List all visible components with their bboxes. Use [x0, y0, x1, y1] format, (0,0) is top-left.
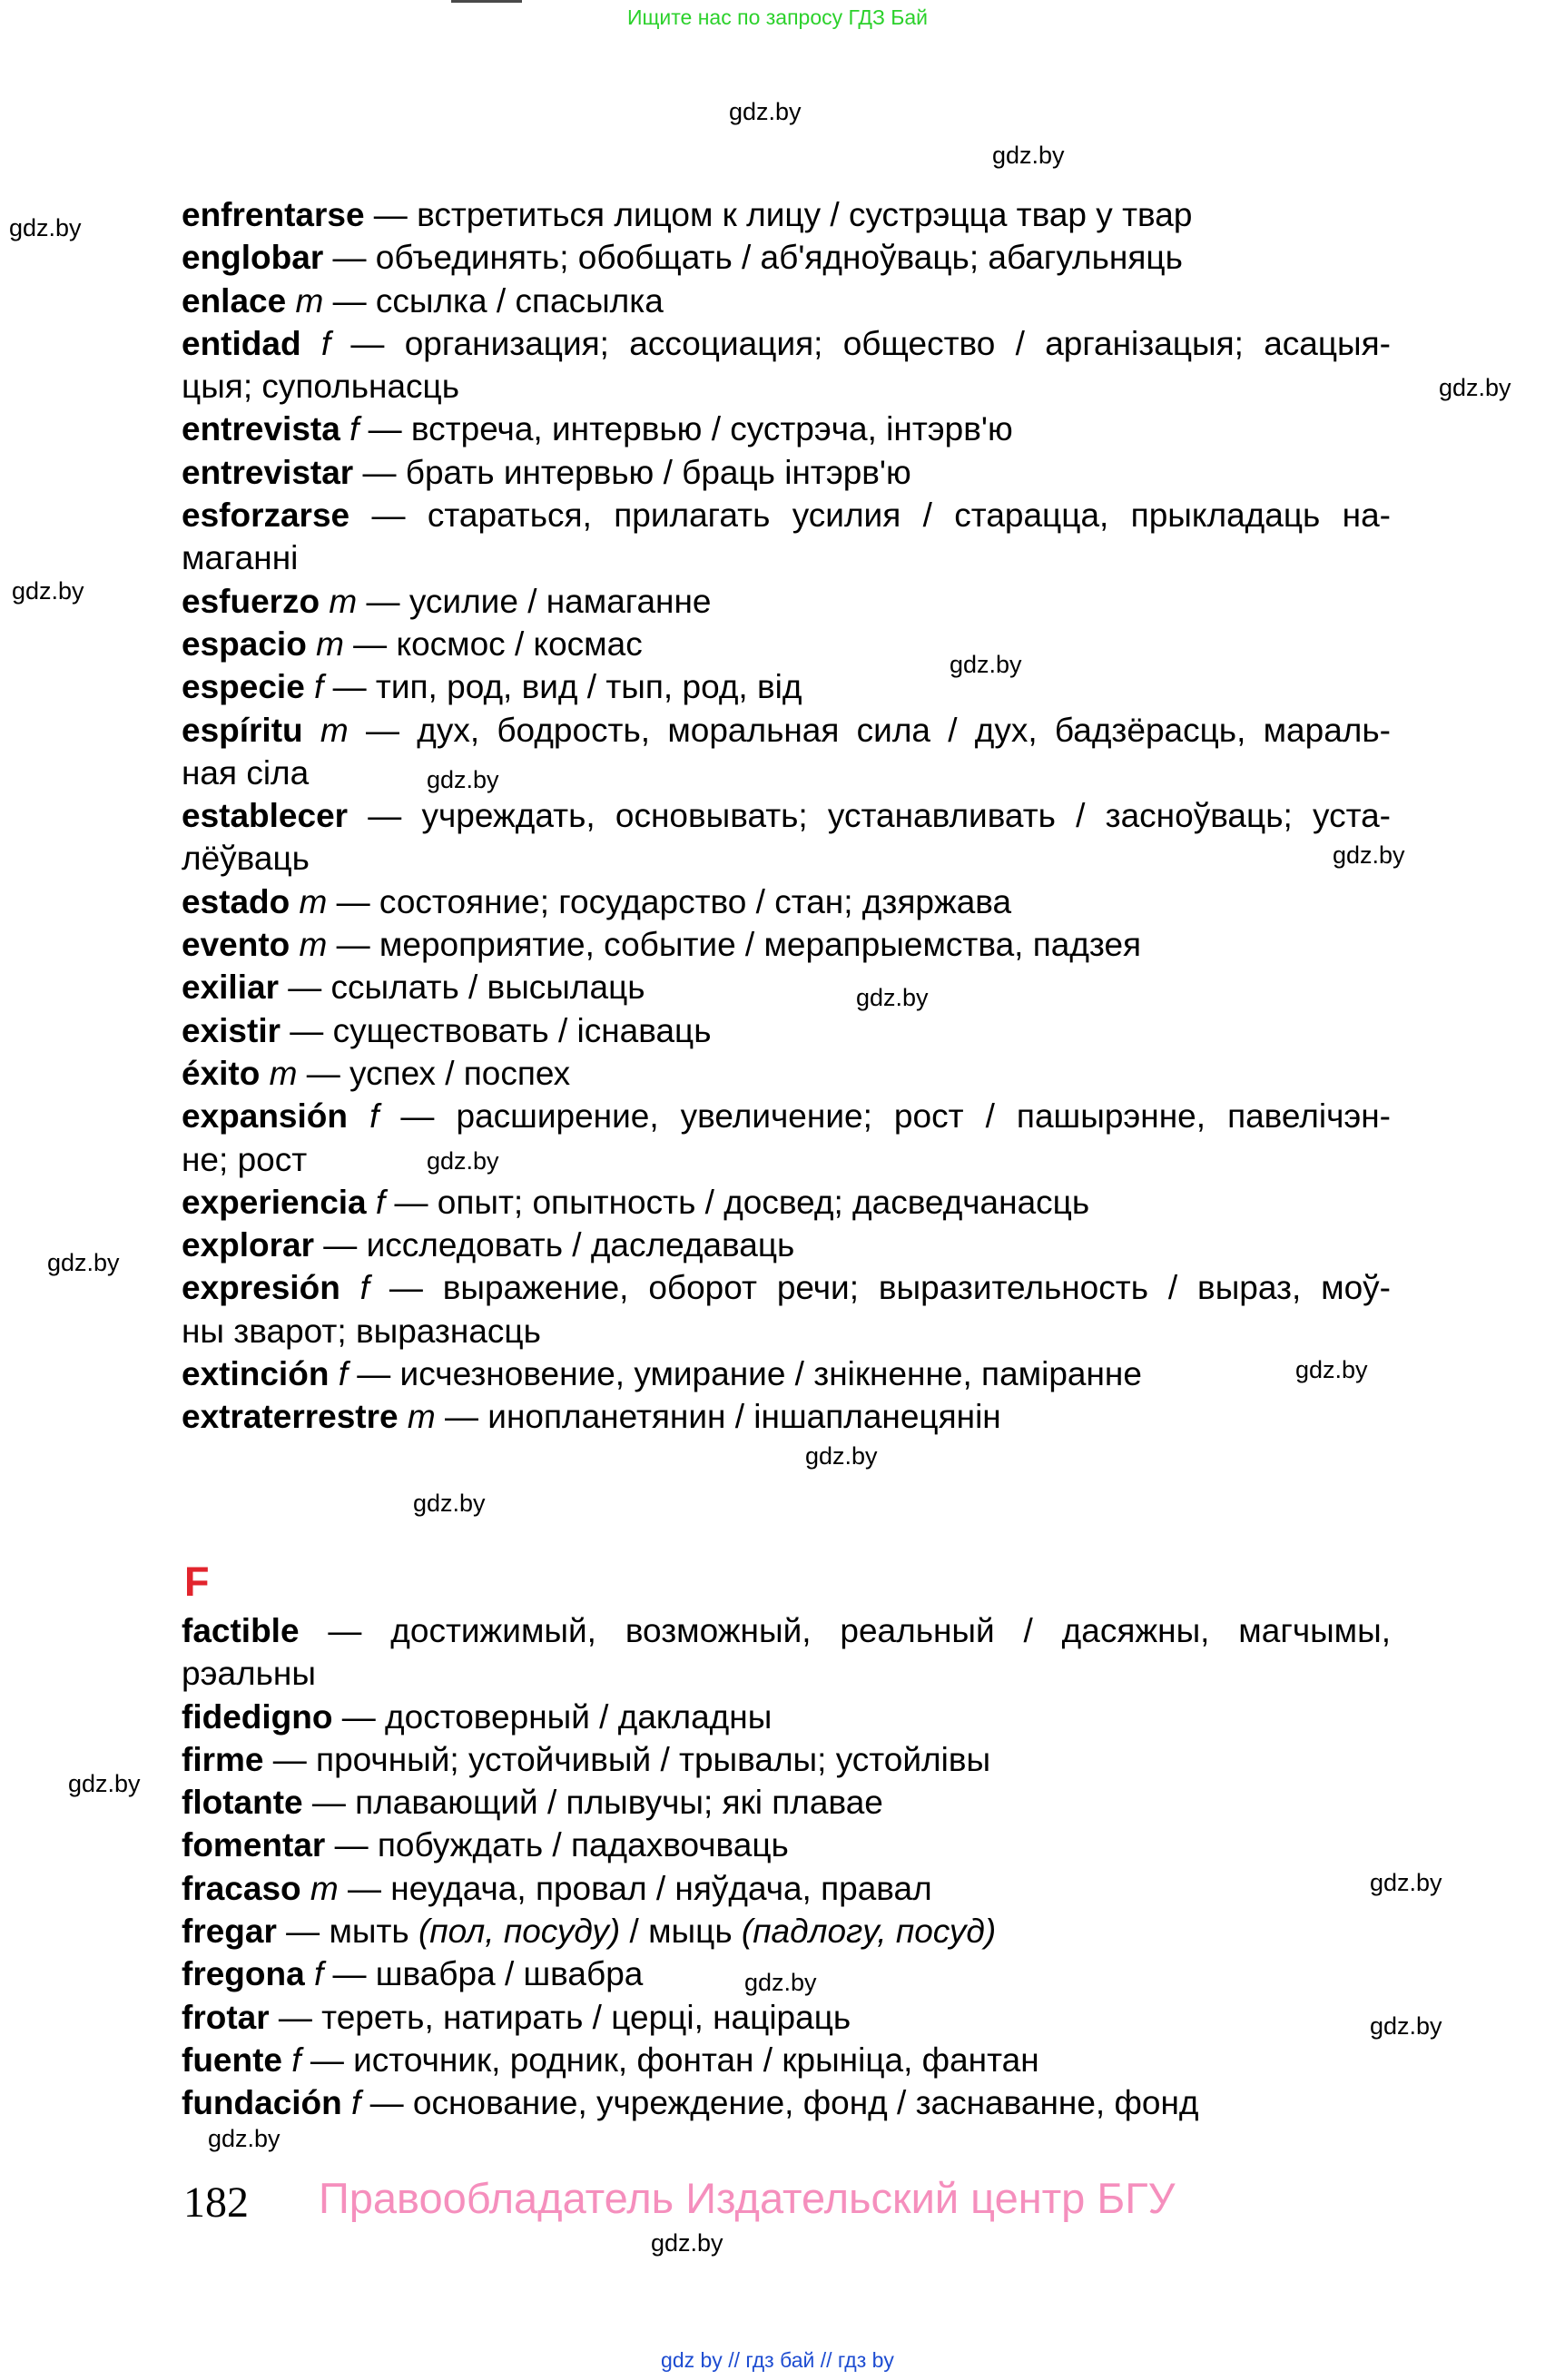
entry-headword: fidedigno — [182, 1697, 333, 1736]
entry-text: — объединять; обобщать / аб'ядноўваць; абагульняць — [323, 239, 1183, 277]
entry-italic: f — [304, 1955, 324, 1993]
gdz-watermark: gdz.by — [47, 1249, 120, 1276]
entry-line — [182, 1738, 1391, 1781]
entry-headword: existir — [182, 1011, 281, 1049]
dictionary-entry — [182, 1224, 1391, 1266]
entry-headword: estado — [182, 882, 290, 920]
dictionary-entry — [182, 580, 1391, 623]
entry-italic: f — [348, 1097, 379, 1136]
entry-line — [182, 1696, 1391, 1738]
dictionary-entry — [182, 451, 1391, 494]
entry-line — [182, 1824, 1391, 1866]
entry-text: — ссылать / высылаць — [278, 969, 645, 1007]
dictionary-entry — [182, 623, 1391, 665]
entry-text: — дух, бодрость, моральная сила / дух, бадзёрасць, мараль- — [348, 711, 1391, 749]
entry-text: лёўваць — [182, 840, 310, 878]
page-number: 182 — [183, 2178, 249, 2227]
scan-edge-artifact — [451, 0, 522, 3]
dictionary-entry — [182, 236, 1391, 279]
dictionary-entry — [182, 1009, 1391, 1052]
entry-line — [182, 1867, 1391, 1910]
dictionary-entry — [182, 1910, 1391, 1952]
entry-line — [182, 1095, 1391, 1137]
entry-line — [182, 1910, 1391, 1952]
entry-line — [182, 709, 1391, 752]
entry-headword: experiencia — [182, 1183, 367, 1221]
entry-italic: f — [282, 2041, 301, 2079]
section-letter-heading: F — [184, 1559, 210, 1605]
gdz-watermark: gdz.by — [1439, 374, 1511, 401]
entry-text: — космос / космас — [343, 625, 643, 663]
entry-italic: m — [290, 882, 328, 920]
dictionary-entry — [182, 1609, 1391, 1696]
dictionary-section-f — [182, 1609, 1391, 2125]
entry-text: — ссылка / спасылка — [323, 281, 664, 320]
dictionary-entry — [182, 1952, 1391, 1995]
entry-line — [182, 1609, 1391, 1652]
entry-line — [182, 1181, 1391, 1224]
entry-line — [182, 665, 1391, 708]
entry-text: — выражение, оборот речи; выразительность / выраз, моў- — [369, 1269, 1391, 1307]
dictionary-entry — [182, 322, 1391, 408]
entry-headword: enfrentarse — [182, 196, 365, 233]
entry-text: ная сіла — [182, 753, 310, 792]
dictionary-entry — [182, 1996, 1391, 2039]
entry-italic: m — [260, 1054, 298, 1092]
dictionary-entry — [182, 1052, 1391, 1095]
dictionary-entry — [182, 1395, 1391, 1438]
entry-text: — успех / поспех — [297, 1054, 571, 1092]
entry-line — [182, 494, 1391, 536]
entry-line — [182, 1395, 1391, 1438]
entry-line — [182, 1052, 1391, 1095]
entry-headword: fregona — [182, 1955, 305, 1993]
entry-text: рэальны — [182, 1655, 316, 1693]
dictionary-entry — [182, 1824, 1391, 1866]
entry-line — [182, 236, 1391, 279]
entry-headword: espíritu — [182, 711, 303, 749]
entry-headword: firme — [182, 1740, 264, 1778]
entry-line — [182, 623, 1391, 665]
entry-headword: expansión — [182, 1097, 348, 1136]
gdz-watermark: gdz.by — [856, 984, 929, 1011]
gdz-watermark: gdz.by — [744, 1969, 817, 1996]
entry-headword: establecer — [182, 797, 349, 835]
gdz-watermark: gdz.by — [992, 142, 1065, 169]
entry-line — [182, 193, 1391, 236]
entry-text: — достижимый, возможный, реальный / дасяжны, магчымы, — [299, 1612, 1391, 1649]
entry-headword: flotante — [182, 1784, 303, 1822]
entry-headword: especie — [182, 668, 305, 706]
entry-text: — инопланетянин / іншапланецянін — [435, 1398, 1001, 1436]
entry-headword: englobar — [182, 239, 324, 277]
entry-line — [182, 752, 1391, 794]
entry-italic: m — [286, 281, 324, 320]
dictionary-entry — [182, 1181, 1391, 1224]
dictionary-entry — [182, 1266, 1391, 1352]
gdz-watermark: gdz.by — [427, 766, 499, 793]
dictionary-entry — [182, 1867, 1391, 1910]
dictionary-entry — [182, 665, 1391, 708]
gdz-watermark: gdz.by — [950, 651, 1022, 678]
entry-headword: fundación — [182, 2084, 342, 2122]
gdz-watermark: gdz.by — [208, 2125, 280, 2152]
entry-text: / мыць — [620, 1913, 742, 1951]
entry-italic: (пол, посуду) — [418, 1913, 621, 1951]
entry-italic: m — [320, 582, 358, 620]
entry-italic: f — [340, 1269, 369, 1307]
entry-headword: fracaso — [182, 1869, 301, 1907]
entry-text: — плавающий / плывучы; які плавае — [302, 1784, 883, 1822]
gdz-watermark: gdz.by — [68, 1770, 141, 1797]
entry-line — [182, 2081, 1391, 2124]
dictionary-entry — [182, 1696, 1391, 1738]
entry-text: маганні — [182, 539, 299, 577]
dictionary-entry — [182, 280, 1391, 322]
entry-italic: m — [302, 711, 349, 749]
entry-line — [182, 1009, 1391, 1052]
entry-italic: (падлогу, посуд) — [741, 1913, 997, 1951]
entry-text: — источник, родник, фонтан / крыніца, фантан — [300, 2041, 1039, 2079]
gdz-watermark: gdz.by — [9, 214, 82, 241]
entry-line — [182, 837, 1391, 880]
entry-italic: f — [340, 410, 359, 448]
entry-text: — состояние; государство / стан; дзяржава — [327, 882, 1012, 920]
entry-line — [182, 408, 1391, 450]
entry-line — [182, 451, 1391, 494]
entry-headword: extinción — [182, 1355, 330, 1393]
dictionary-entry — [182, 193, 1391, 236]
entry-line — [182, 2039, 1391, 2081]
dictionary-entry — [182, 966, 1391, 1011]
entry-italic: f — [341, 2084, 361, 2122]
entry-text: — тереть, натирать / церці, націраць — [269, 1998, 851, 2036]
entry-text: не; рост — [182, 1140, 308, 1178]
entry-line — [182, 322, 1391, 365]
entry-line — [182, 880, 1391, 923]
gdz-watermark: gdz.by — [1370, 2012, 1442, 2040]
bottom-watermark-line: gdz by // гдз бай // гдз by — [661, 2348, 894, 2372]
entry-italic: f — [300, 324, 331, 362]
dictionary-entry — [182, 1781, 1391, 1824]
entry-headword: explorar — [182, 1226, 315, 1264]
entry-text: — тип, род, вид / тып, род, від — [323, 668, 802, 706]
gdz-watermark: gdz.by — [651, 2229, 723, 2257]
dictionary-entry — [182, 408, 1391, 450]
entry-italic: m — [306, 625, 344, 663]
promo-banner-text: Ищите нас по запросу ГДЗ Бай — [626, 5, 929, 29]
entry-text: — встреча, интервью / сустрэча, інтэрв'ю — [359, 410, 1013, 448]
entry-text: — прочный; устойчивый / трывалы; устойлівы — [263, 1740, 991, 1778]
entry-text: — побуждать / падахвочваць — [325, 1826, 789, 1864]
dictionary-entry — [182, 494, 1391, 580]
entry-line — [182, 1952, 1391, 1995]
entry-italic: f — [329, 1355, 348, 1393]
entry-headword: expresión — [182, 1269, 340, 1307]
entry-italic: m — [398, 1398, 436, 1436]
entry-headword: extraterrestre — [182, 1398, 399, 1436]
entry-headword: exiliar — [182, 969, 279, 1007]
dictionary-entry — [182, 1352, 1391, 1395]
copyright-notice: Правообладатель Издательский центр БГУ — [319, 2174, 1176, 2222]
gdz-watermark: gdz.by — [805, 1442, 878, 1470]
entry-headword: factible — [182, 1612, 300, 1649]
entry-headword: espacio — [182, 625, 307, 663]
entry-line — [182, 1652, 1391, 1695]
entry-text: — неудача, провал / няўдача, правал — [338, 1869, 932, 1907]
entry-line — [182, 794, 1391, 837]
dictionary-entry — [182, 1738, 1391, 1781]
entry-line — [182, 1996, 1391, 2039]
entry-headword: evento — [182, 926, 290, 964]
entry-text: — учреждать, основывать; устанавливать / засноўваць; уста- — [348, 797, 1391, 835]
gdz-watermark: gdz.by — [729, 98, 802, 125]
dictionary-entry — [182, 2039, 1391, 2081]
entry-headword: fuente — [182, 2041, 282, 2079]
gdz-watermark: gdz.by — [12, 577, 84, 605]
gdz-watermark: gdz.by — [413, 1490, 486, 1517]
entry-headword: enlace — [182, 281, 287, 320]
gdz-watermark: gdz.by — [1333, 841, 1405, 869]
entry-italic: f — [366, 1183, 386, 1221]
entry-text: — брать интервью / браць інтэрв'ю — [353, 453, 911, 491]
entry-text: — мыть — [276, 1913, 418, 1951]
entry-text: — опыт; опытность / досвед; дасведчанасць — [385, 1183, 1090, 1221]
entry-line — [182, 1138, 1391, 1181]
entry-italic: f — [304, 668, 324, 706]
entry-line — [182, 1781, 1391, 1824]
entry-text: — усилие / намаганне — [357, 582, 712, 620]
entry-line — [182, 1352, 1391, 1395]
gdz-watermark: gdz.by — [427, 1147, 499, 1175]
entry-headword: fomentar — [182, 1826, 326, 1864]
entry-text: — основание, учреждение, фонд / заснаванне, фонд — [360, 2084, 1199, 2122]
entry-line — [182, 923, 1391, 966]
dictionary-section-e — [182, 193, 1391, 1439]
entry-headword: fregar — [182, 1913, 277, 1951]
entry-line — [182, 1224, 1391, 1266]
entry-text: — встретиться лицом к лицу / сустрэцца твар у твар — [364, 196, 1193, 233]
entry-line — [182, 1310, 1391, 1352]
entry-text: — достоверный / дакладны — [332, 1697, 773, 1736]
entry-headword: entidad — [182, 324, 301, 362]
entry-headword: entrevista — [182, 410, 340, 448]
entry-headword: esforzarse — [182, 497, 350, 535]
entry-text: цыя; супольнасць — [182, 368, 460, 406]
entry-italic: m — [300, 1869, 339, 1907]
entry-line — [182, 966, 1391, 1011]
entry-text: — организация; ассоциация; общество / арганізацыя; асацыя- — [330, 324, 1391, 362]
entry-line — [182, 1266, 1391, 1309]
entry-headword: entrevistar — [182, 453, 354, 491]
entry-line — [182, 536, 1391, 579]
entry-text: — исчезновение, умирание / знікненне, паміранне — [347, 1355, 1142, 1393]
dictionary-entry — [182, 2081, 1391, 2124]
entry-headword: frotar — [182, 1998, 270, 2036]
gdz-watermark: gdz.by — [1370, 1869, 1442, 1896]
dictionary-entry — [182, 709, 1391, 795]
entry-italic: m — [290, 926, 328, 964]
entry-text: — расширение, увеличение; рост / пашырэнне, павелічэн- — [379, 1097, 1391, 1136]
dictionary-entry — [182, 794, 1391, 880]
entry-text: ны зварот; выразнасць — [182, 1312, 541, 1350]
dictionary-entry — [182, 880, 1391, 923]
entry-text: — швабра / швабра — [323, 1955, 644, 1993]
dictionary-entry — [182, 1095, 1391, 1181]
entry-text: — исследовать / даследаваць — [314, 1226, 795, 1264]
entry-text: — мероприятие, событие / мерапрыемства, падзея — [327, 926, 1142, 964]
entry-text: — существовать / існаваць — [280, 1011, 712, 1049]
entry-headword: esfuerzo — [182, 582, 320, 620]
entry-line — [182, 280, 1391, 322]
entry-line — [182, 580, 1391, 623]
entry-text: — стараться, прилагать усилия / старацца, прыкладаць на- — [349, 497, 1391, 535]
entry-line — [182, 365, 1391, 408]
gdz-watermark: gdz.by — [1295, 1356, 1368, 1383]
dictionary-entry — [182, 923, 1391, 966]
entry-headword: éxito — [182, 1054, 261, 1092]
